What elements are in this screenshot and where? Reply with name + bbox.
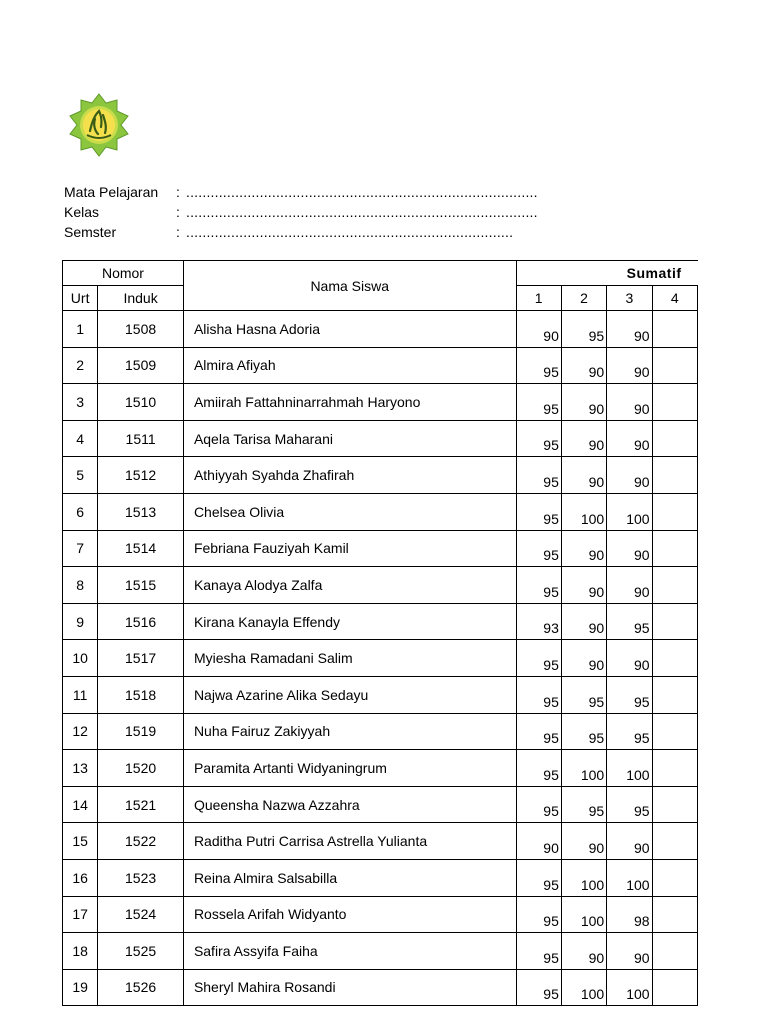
field-colon: : xyxy=(176,184,180,200)
cell-nama-siswa: Febriana Fauziyah Kamil xyxy=(183,530,516,567)
cell-induk: 1519 xyxy=(98,713,184,750)
cell-sumatif-4 xyxy=(652,823,697,860)
cell-sumatif-3: 90 xyxy=(607,933,652,970)
field-mata-pelajaran xyxy=(64,182,538,202)
cell-urt: 6 xyxy=(63,493,98,530)
cell-sumatif-2: 90 xyxy=(561,457,606,494)
cell-sumatif-1: 90 xyxy=(516,311,561,348)
cell-sumatif-4 xyxy=(652,676,697,713)
field-semster xyxy=(64,222,538,242)
header-induk: Induk xyxy=(98,286,184,311)
cell-induk: 1510 xyxy=(98,384,184,421)
table-row xyxy=(63,896,698,933)
cell-sumatif-4 xyxy=(652,567,697,604)
cell-nama-siswa: Chelsea Olivia xyxy=(183,493,516,530)
table-row xyxy=(63,567,698,604)
cell-sumatif-4 xyxy=(652,859,697,896)
cell-sumatif-3: 90 xyxy=(607,640,652,677)
cell-sumatif-3: 90 xyxy=(607,311,652,348)
cell-nama-siswa: Najwa Azarine Alika Sedayu xyxy=(183,676,516,713)
table-row xyxy=(63,530,698,567)
table-row xyxy=(63,603,698,640)
cell-urt: 13 xyxy=(63,750,98,787)
cell-sumatif-4 xyxy=(652,420,697,457)
cell-induk: 1518 xyxy=(98,676,184,713)
header-sumatif-3: 3 xyxy=(607,286,652,311)
cell-induk: 1514 xyxy=(98,530,184,567)
cell-sumatif-4 xyxy=(652,347,697,384)
cell-nama-siswa: Amiirah Fattahninarrahmah Haryono xyxy=(183,384,516,421)
cell-sumatif-3: 90 xyxy=(607,384,652,421)
cell-sumatif-4 xyxy=(652,896,697,933)
cell-induk: 1524 xyxy=(98,896,184,933)
cell-sumatif-2: 100 xyxy=(561,493,606,530)
cell-sumatif-4 xyxy=(652,750,697,787)
cell-urt: 15 xyxy=(63,823,98,860)
field-label: Mata Pelajaran xyxy=(64,184,159,200)
cell-sumatif-3: 100 xyxy=(607,493,652,530)
cell-sumatif-1: 95 xyxy=(516,750,561,787)
cell-sumatif-4 xyxy=(652,384,697,421)
cell-urt: 4 xyxy=(63,420,98,457)
table-row xyxy=(63,347,698,384)
cell-sumatif-1: 95 xyxy=(516,786,561,823)
cell-sumatif-3: 90 xyxy=(607,457,652,494)
cell-induk: 1508 xyxy=(98,311,184,348)
cell-sumatif-2: 90 xyxy=(561,567,606,604)
cell-sumatif-1: 95 xyxy=(516,859,561,896)
table-row xyxy=(63,786,698,823)
cell-sumatif-1: 95 xyxy=(516,384,561,421)
cell-sumatif-1: 95 xyxy=(516,493,561,530)
cell-sumatif-4 xyxy=(652,640,697,677)
cell-sumatif-3: 90 xyxy=(607,347,652,384)
cell-nama-siswa: Myiesha Ramadani Salim xyxy=(183,640,516,677)
cell-induk: 1515 xyxy=(98,567,184,604)
cell-sumatif-1: 95 xyxy=(516,457,561,494)
cell-sumatif-2: 90 xyxy=(561,933,606,970)
cell-sumatif-3: 90 xyxy=(607,823,652,860)
cell-nama-siswa: Reina Almira Salsabilla xyxy=(183,859,516,896)
table-row xyxy=(63,750,698,787)
cell-sumatif-2: 90 xyxy=(561,530,606,567)
cell-sumatif-1: 93 xyxy=(516,603,561,640)
cell-induk: 1517 xyxy=(98,640,184,677)
grades-table xyxy=(62,260,698,1006)
cell-sumatif-3: 95 xyxy=(607,786,652,823)
cell-nama-siswa: Paramita Artanti Widyaningrum xyxy=(183,750,516,787)
cell-urt: 16 xyxy=(63,859,98,896)
cell-sumatif-2: 95 xyxy=(561,311,606,348)
header-nama-siswa: Nama Siswa xyxy=(183,261,516,311)
table-row xyxy=(63,384,698,421)
cell-induk: 1521 xyxy=(98,786,184,823)
cell-urt: 18 xyxy=(63,933,98,970)
cell-sumatif-4 xyxy=(652,786,697,823)
cell-sumatif-3: 100 xyxy=(607,969,652,1006)
table-row xyxy=(63,859,698,896)
cell-sumatif-2: 90 xyxy=(561,420,606,457)
table-row xyxy=(63,457,698,494)
cell-sumatif-1: 95 xyxy=(516,713,561,750)
cell-sumatif-2: 95 xyxy=(561,713,606,750)
cell-urt: 1 xyxy=(63,311,98,348)
table-row xyxy=(63,933,698,970)
cell-sumatif-4 xyxy=(652,493,697,530)
cell-sumatif-2: 100 xyxy=(561,859,606,896)
cell-urt: 19 xyxy=(63,969,98,1006)
cell-urt: 17 xyxy=(63,896,98,933)
cell-sumatif-3: 90 xyxy=(607,530,652,567)
cell-sumatif-3: 95 xyxy=(607,676,652,713)
cell-nama-siswa: Aqela Tarisa Maharani xyxy=(183,420,516,457)
cell-urt: 10 xyxy=(63,640,98,677)
cell-induk: 1512 xyxy=(98,457,184,494)
cell-sumatif-2: 100 xyxy=(561,750,606,787)
cell-sumatif-2: 90 xyxy=(561,603,606,640)
cell-nama-siswa: Safira Assyifa Faiha xyxy=(183,933,516,970)
header-sumatif-4: 4 xyxy=(652,286,697,311)
cell-sumatif-1: 95 xyxy=(516,896,561,933)
cell-sumatif-3: 98 xyxy=(607,896,652,933)
field-colon: : xyxy=(176,224,180,240)
cell-sumatif-2: 90 xyxy=(561,384,606,421)
cell-induk: 1523 xyxy=(98,859,184,896)
cell-sumatif-2: 90 xyxy=(561,347,606,384)
cell-urt: 14 xyxy=(63,786,98,823)
cell-urt: 12 xyxy=(63,713,98,750)
header-sumatif-2: 2 xyxy=(561,286,606,311)
header-nomor: Nomor xyxy=(63,261,184,286)
header-sumatif-1: 1 xyxy=(516,286,561,311)
table-row xyxy=(63,311,698,348)
cell-sumatif-3: 95 xyxy=(607,603,652,640)
table-row xyxy=(63,969,698,1006)
table-row xyxy=(63,420,698,457)
field-colon: : xyxy=(176,204,180,220)
cell-sumatif-4 xyxy=(652,713,697,750)
cell-nama-siswa: Kirana Kanayla Effendy xyxy=(183,603,516,640)
cell-induk: 1522 xyxy=(98,823,184,860)
cell-sumatif-3: 95 xyxy=(607,713,652,750)
cell-sumatif-3: 90 xyxy=(607,420,652,457)
table-row xyxy=(63,713,698,750)
cell-sumatif-1: 95 xyxy=(516,347,561,384)
cell-nama-siswa: Almira Afiyah xyxy=(183,347,516,384)
cell-sumatif-1: 95 xyxy=(516,676,561,713)
cell-urt: 11 xyxy=(63,676,98,713)
cell-urt: 3 xyxy=(63,384,98,421)
cell-sumatif-4 xyxy=(652,530,697,567)
cell-sumatif-1: 95 xyxy=(516,933,561,970)
cell-nama-siswa: Athiyyah Syahda Zhafirah xyxy=(183,457,516,494)
table-header-row xyxy=(63,261,698,286)
field-kelas xyxy=(64,202,538,222)
cell-sumatif-2: 90 xyxy=(561,823,606,860)
cell-sumatif-4 xyxy=(652,969,697,1006)
header-urt: Urt xyxy=(63,286,98,311)
field-label: Kelas xyxy=(64,204,100,220)
cell-nama-siswa: Kanaya Alodya Zalfa xyxy=(183,567,516,604)
cell-induk: 1525 xyxy=(98,933,184,970)
cell-nama-siswa: Sheryl Mahira Rosandi xyxy=(183,969,516,1006)
cell-sumatif-4 xyxy=(652,311,697,348)
field-label: Semster xyxy=(64,224,117,240)
cell-sumatif-1: 95 xyxy=(516,420,561,457)
cell-sumatif-2: 100 xyxy=(561,969,606,1006)
cell-sumatif-3: 100 xyxy=(607,750,652,787)
document-header-fields xyxy=(64,182,538,242)
cell-sumatif-4 xyxy=(652,603,697,640)
table-row xyxy=(63,640,698,677)
cell-sumatif-3: 90 xyxy=(607,567,652,604)
cell-nama-siswa: Queensha Nazwa Azzahra xyxy=(183,786,516,823)
school-crest-icon xyxy=(66,92,132,158)
cell-sumatif-2: 90 xyxy=(561,640,606,677)
cell-sumatif-1: 95 xyxy=(516,530,561,567)
cell-induk: 1511 xyxy=(98,420,184,457)
cell-induk: 1516 xyxy=(98,603,184,640)
cell-nama-siswa: Rossela Arifah Widyanto xyxy=(183,896,516,933)
cell-urt: 7 xyxy=(63,530,98,567)
field-dots: ...................................................................................... xyxy=(186,184,538,200)
table-row xyxy=(63,823,698,860)
cell-sumatif-1: 95 xyxy=(516,969,561,1006)
cell-nama-siswa: Raditha Putri Carrisa Astrella Yulianta xyxy=(183,823,516,860)
cell-urt: 9 xyxy=(63,603,98,640)
field-dots: ................................................................................ xyxy=(186,224,514,240)
cell-urt: 2 xyxy=(63,347,98,384)
cell-sumatif-1: 95 xyxy=(516,567,561,604)
cell-sumatif-2: 95 xyxy=(561,676,606,713)
cell-sumatif-2: 100 xyxy=(561,896,606,933)
cell-sumatif-1: 90 xyxy=(516,823,561,860)
cell-sumatif-2: 95 xyxy=(561,786,606,823)
cell-induk: 1526 xyxy=(98,969,184,1006)
cell-induk: 1520 xyxy=(98,750,184,787)
header-sumatif: Sumatif xyxy=(516,261,697,286)
table-row xyxy=(63,493,698,530)
table-row xyxy=(63,676,698,713)
cell-sumatif-3: 100 xyxy=(607,859,652,896)
cell-nama-siswa: Nuha Fairuz Zakiyyah xyxy=(183,713,516,750)
field-dots: ...................................................................................... xyxy=(186,204,538,220)
cell-induk: 1509 xyxy=(98,347,184,384)
cell-urt: 5 xyxy=(63,457,98,494)
cell-sumatif-4 xyxy=(652,457,697,494)
cell-sumatif-4 xyxy=(652,933,697,970)
cell-nama-siswa: Alisha Hasna Adoria xyxy=(183,311,516,348)
cell-urt: 8 xyxy=(63,567,98,604)
cell-sumatif-1: 95 xyxy=(516,640,561,677)
cell-induk: 1513 xyxy=(98,493,184,530)
